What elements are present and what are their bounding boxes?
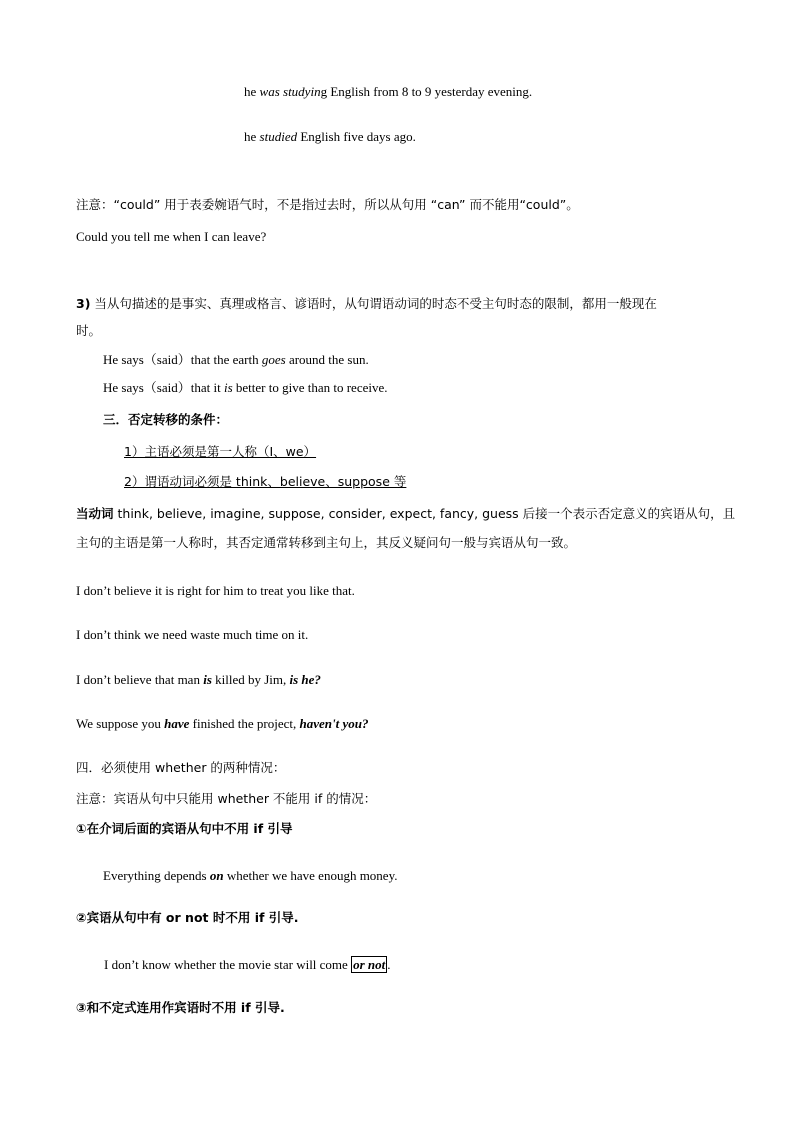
section-4-heading: 四．必须使用 whether 的两种情况：: [76, 760, 286, 775]
whether-case-3: ③和不定式连用作宾语时不用 if 引导.: [76, 1000, 285, 1015]
rule-3-continuation: 时。: [76, 323, 102, 338]
rule-3-heading: 3) 当从句描述的是事实、真理或格言、谚语时，从句谓语动词的时态不受主句时态的限制，都用一般现在: [76, 296, 657, 311]
example-think-waste: I don’t think we need waste much time on it.: [76, 627, 309, 642]
tag-question: haven't you?: [299, 716, 369, 731]
condition-2: 2）谓语动词必须是 think、believe、suppose 等: [124, 474, 407, 489]
note-could: 注意：“could” 用于表委婉语气时，不是指过去时，所以从句用 “can” 而不能用“could”。: [76, 197, 579, 212]
condition-1: 1）主语必须是第一人称（I、we）: [124, 444, 317, 459]
example-better-to-give: He says（said）that it is better to give than to receive.: [103, 380, 388, 395]
example-depends-on: Everything depends on whether we have enough money.: [103, 868, 398, 883]
example-finished-project: We suppose you have finished the project, haven't you?: [76, 716, 369, 731]
example-believe-right: I don’t believe it is right for him to treat you like that.: [76, 583, 355, 598]
example-line-was-studying: he was studying English from 8 to 9 yesterday evening.: [244, 84, 533, 99]
emphasis-verb: was studyin: [259, 84, 321, 99]
whether-case-2: ②宾语从句中有 or not 时不用 if 引导.: [76, 910, 299, 925]
example-line-studied: he studied English five days ago.: [244, 129, 416, 144]
negative-transfer-rule: 当动词 think, believe, imagine, suppose, consider, expect, fancy, guess 后接一个表示否定意义的宾语从句，且: [76, 506, 736, 521]
example-earth-goes: He says（said）that the earth goes around the sun.: [103, 352, 369, 367]
whether-case-1: ①在介词后面的宾语从句中不用 if 引导: [76, 821, 293, 836]
boxed-or-not: or not: [353, 957, 386, 972]
example-could-you: Could you tell me when I can leave?: [76, 229, 267, 244]
emphasis-verb: is: [223, 380, 233, 395]
note-whether: 注意：宾语从句中只能用 whether 不能用 if 的情况：: [76, 791, 377, 806]
emphasis-verb: goes: [261, 352, 286, 367]
example-or-not: I don’t know whether the movie star will come or not .: [104, 957, 391, 972]
example-killed-by-jim: I don’t believe that man is killed by Jim, is he?: [76, 672, 321, 687]
negative-transfer-rule-cont: 主句的主语是第一人称时，其否定通常转移到主句上，其反义疑问句一般与宾语从句一致。: [76, 535, 577, 550]
tag-question: is he?: [289, 672, 321, 687]
emphasis-verb: studied: [259, 129, 298, 144]
section-3-heading: 三．否定转移的条件：: [103, 412, 229, 427]
